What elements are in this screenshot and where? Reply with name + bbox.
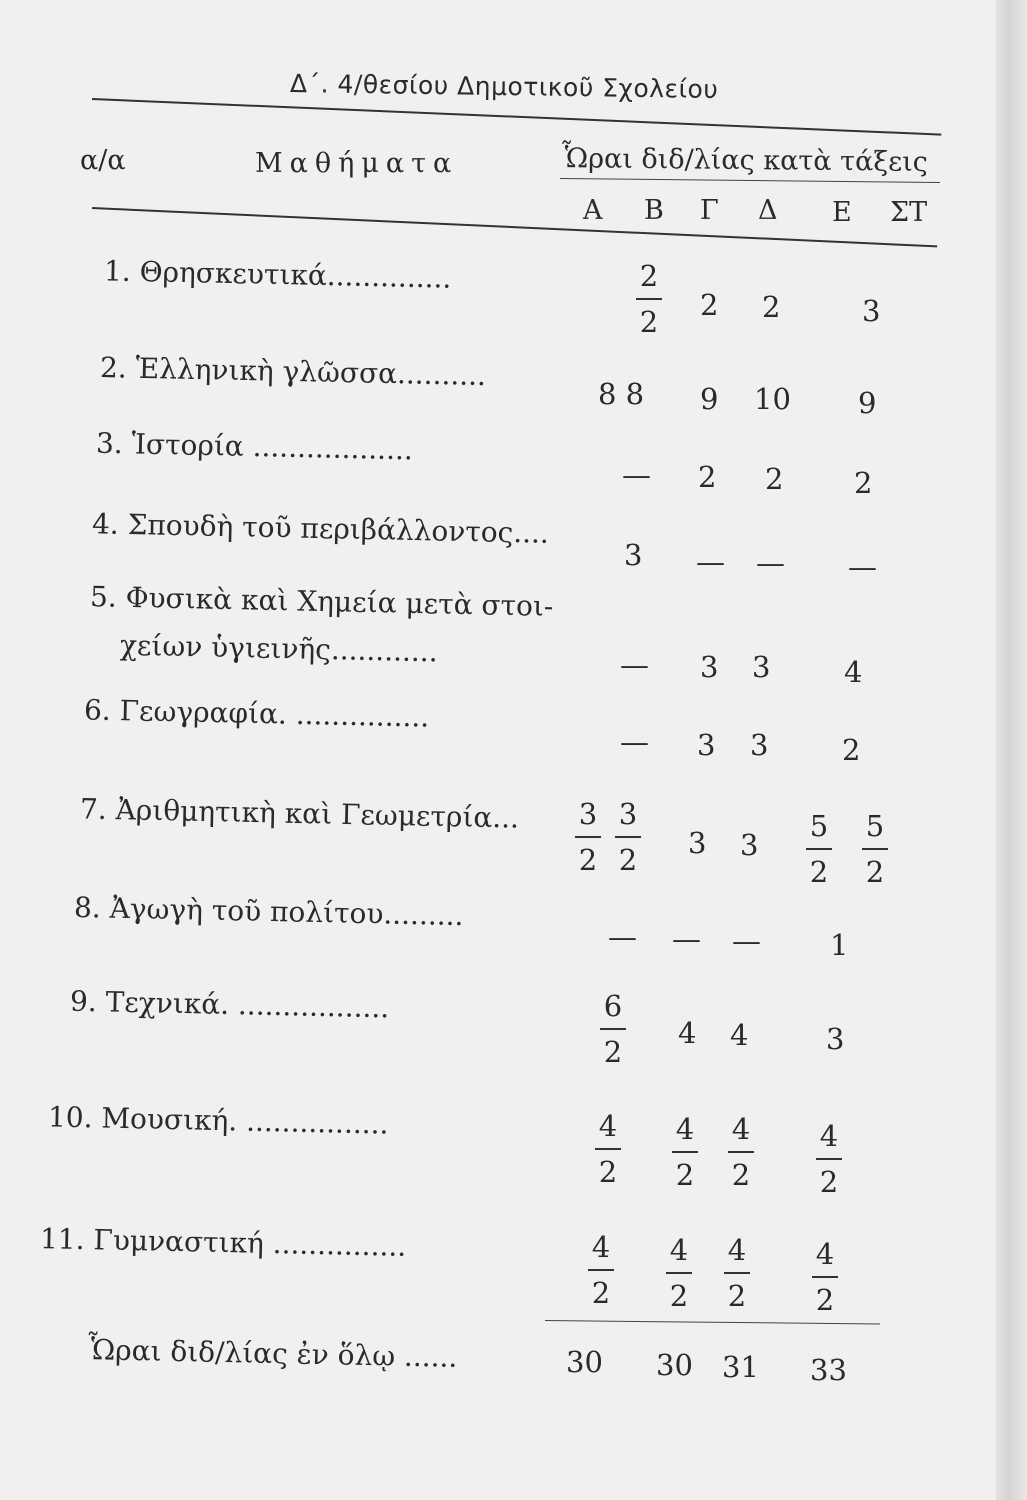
row-3-cell-d: 2 (765, 462, 784, 496)
row-7-cell-e (806, 809, 832, 889)
fraction-numerator: 4 (727, 1233, 747, 1267)
row-2-cell-ab: 8 8 (598, 377, 645, 411)
row-6-cell-d: 3 (750, 728, 769, 762)
row-7-cell-a (575, 797, 601, 877)
row-3-cell-est: 2 (854, 466, 873, 500)
fraction-denominator: 2 (865, 855, 885, 889)
fraction-bar (595, 1148, 621, 1150)
row-10-cell-c (672, 1112, 698, 1192)
subject-name: Ἱστορία .................. (131, 427, 414, 467)
row-7-cell-d: 3 (740, 828, 759, 862)
fraction-bar (806, 848, 832, 850)
row-6-cell-c: 3 (697, 728, 716, 762)
subject-name: Τεχνικά. ................. (105, 985, 390, 1025)
class-d: Δ (758, 195, 778, 226)
class-a: Α (583, 195, 603, 226)
fraction-bar (666, 1272, 692, 1274)
fraction-bar (615, 836, 641, 838)
fraction-bar (812, 1276, 838, 1278)
row-9-cell-d: 4 (730, 1018, 749, 1052)
subject-name: Γεωγραφία. ............... (119, 694, 430, 734)
fraction-denominator: 2 (731, 1158, 751, 1192)
row-4-cell-est: — (848, 550, 877, 584)
row-3-cell-c: 2 (698, 460, 717, 494)
fraction-bar (862, 848, 888, 850)
row-number: 7. (79, 792, 108, 826)
header-subjects: Μαθήματα (255, 148, 459, 179)
fraction-numerator: 4 (669, 1233, 689, 1267)
subject-name: Ἀριθμητικὴ καὶ Γεωμετρία... (115, 793, 520, 835)
fraction-numerator: 3 (618, 797, 638, 831)
row-number: 10. (47, 1100, 93, 1135)
row-8-cell-est: 1 (830, 928, 849, 962)
row-number: 1. (103, 254, 132, 288)
subject-name: Γυμναστική ............... (93, 1223, 407, 1263)
row-number: 3. (95, 426, 124, 461)
row-number: 2. (99, 350, 128, 385)
fraction-bar (724, 1272, 750, 1274)
row-number: 5. (89, 580, 118, 614)
fraction-denominator: 2 (578, 843, 598, 877)
total-est: 33 (810, 1353, 847, 1387)
class-c: Γ (700, 195, 719, 226)
total-c: 30 (656, 1348, 693, 1382)
row-6-cell-est: 2 (842, 733, 861, 767)
fraction-denominator: 2 (809, 855, 829, 889)
fraction-numerator: 2 (639, 259, 659, 293)
row-1-cell-est: 3 (862, 294, 881, 328)
fraction-bar (588, 1269, 614, 1271)
fraction-denominator: 2 (603, 1035, 623, 1069)
row-5-cell-d: 3 (752, 650, 771, 684)
row-5-cell-c: 3 (700, 650, 719, 684)
subject-name: Φυσικὰ καὶ Χημεία μετὰ στοι- (125, 580, 554, 623)
row-6-cell-ab: — (620, 725, 649, 759)
fraction-bar (575, 836, 601, 838)
fraction-bar (728, 1151, 754, 1153)
fraction-bar (672, 1151, 698, 1153)
class-e: Ε (832, 197, 852, 228)
row-4-cell-c: — (696, 545, 725, 579)
row-11-cell-ab (588, 1230, 614, 1310)
subject-name: Ἀγωγὴ τοῦ πολίτου......... (109, 891, 464, 933)
fraction-bar (816, 1158, 842, 1160)
row-11-cell-c (666, 1233, 692, 1313)
row-10-cell-d (728, 1112, 754, 1192)
fraction-numerator: 3 (578, 797, 598, 831)
row-1-cell-c: 2 (700, 288, 719, 322)
fraction-numerator: 5 (865, 809, 885, 843)
row-8-cell-ab: — (608, 920, 637, 954)
row-5-cell-ab: — (620, 648, 649, 682)
fraction-denominator: 2 (639, 305, 659, 339)
fraction-denominator: 2 (598, 1155, 618, 1189)
header-index: α/α (80, 145, 126, 176)
row-8-cell-d: — (732, 924, 761, 958)
row-number: 9. (69, 984, 98, 1019)
total-ab: 30 (566, 1345, 603, 1379)
row-9-label (70, 985, 390, 1025)
fraction-numerator: 4 (731, 1112, 751, 1146)
fraction-numerator: 4 (815, 1237, 835, 1271)
row-4-cell-ab: 3 (624, 538, 643, 572)
class-st: ΣΤ (890, 197, 928, 228)
fraction-numerator: 4 (675, 1112, 695, 1146)
row-number: 8. (73, 890, 102, 925)
subject-name: Ἑλληνικὴ γλῶσσα.......... (135, 351, 487, 393)
fraction-denominator: 2 (669, 1279, 689, 1313)
fraction-denominator: 2 (618, 843, 638, 877)
row-8-cell-c: — (672, 922, 701, 956)
row-2-cell-d: 10 (754, 382, 791, 416)
fraction-denominator: 2 (815, 1283, 835, 1317)
subject-name: Μουσική. ................ (101, 1101, 389, 1141)
row-number: 6. (83, 693, 112, 727)
row-2-cell-est: 9 (858, 386, 877, 420)
row-7-cell-c: 3 (688, 826, 707, 860)
row-5-cell-est: 4 (844, 655, 863, 689)
row-9-cell-ab (600, 989, 626, 1069)
row-9-cell-c: 4 (678, 1016, 697, 1050)
row-4-cell-d: — (756, 546, 785, 580)
row-3-cell-ab: — (622, 458, 651, 492)
row-1-cell-d: 2 (762, 290, 781, 324)
fraction-numerator: 5 (809, 809, 829, 843)
row-5-label-continued: χείων ὑγιεινῆς............ (119, 628, 439, 669)
total-d: 31 (722, 1350, 759, 1384)
row-10-cell-est (816, 1119, 842, 1199)
fraction-numerator: 6 (603, 989, 623, 1023)
fraction-denominator: 2 (591, 1276, 611, 1310)
page-edge (996, 0, 1027, 1500)
header-hours: Ὧραι διδ/λίας κατὰ τάξεις (561, 143, 929, 178)
fraction-denominator: 2 (675, 1158, 695, 1192)
row-number: 4. (91, 507, 120, 541)
fraction-bar (600, 1028, 626, 1030)
fraction-numerator: 4 (598, 1109, 618, 1143)
row-9-cell-est: 3 (826, 1022, 845, 1056)
fraction-bar (636, 298, 662, 300)
row-3-label (96, 427, 414, 467)
fraction-numerator: 4 (819, 1119, 839, 1153)
row-1-cell-ab (636, 259, 662, 339)
row-11-cell-d (724, 1233, 750, 1313)
total-label: Ὧραι διδ/λίας ἐν ὅλῳ ...... (87, 1333, 458, 1374)
fraction-numerator: 4 (591, 1230, 611, 1264)
subject-name: Θρησκευτικά.............. (139, 255, 452, 295)
row-11-cell-est (812, 1237, 838, 1317)
row-2-cell-c: 9 (700, 382, 719, 416)
table-title: Δ΄. 4/θεσίου Δημοτικοῦ Σχολείου (289, 69, 719, 104)
row-10-cell-ab (595, 1109, 621, 1189)
row-7-cell-b (615, 797, 641, 877)
fraction-denominator: 2 (727, 1279, 747, 1313)
row-7-cell-st (862, 809, 888, 889)
fraction-denominator: 2 (819, 1165, 839, 1199)
row-number: 11. (39, 1222, 85, 1257)
subject-name: Σπουδὴ τοῦ περιβάλλοντος.... (127, 507, 550, 550)
class-b: Β (644, 195, 664, 226)
